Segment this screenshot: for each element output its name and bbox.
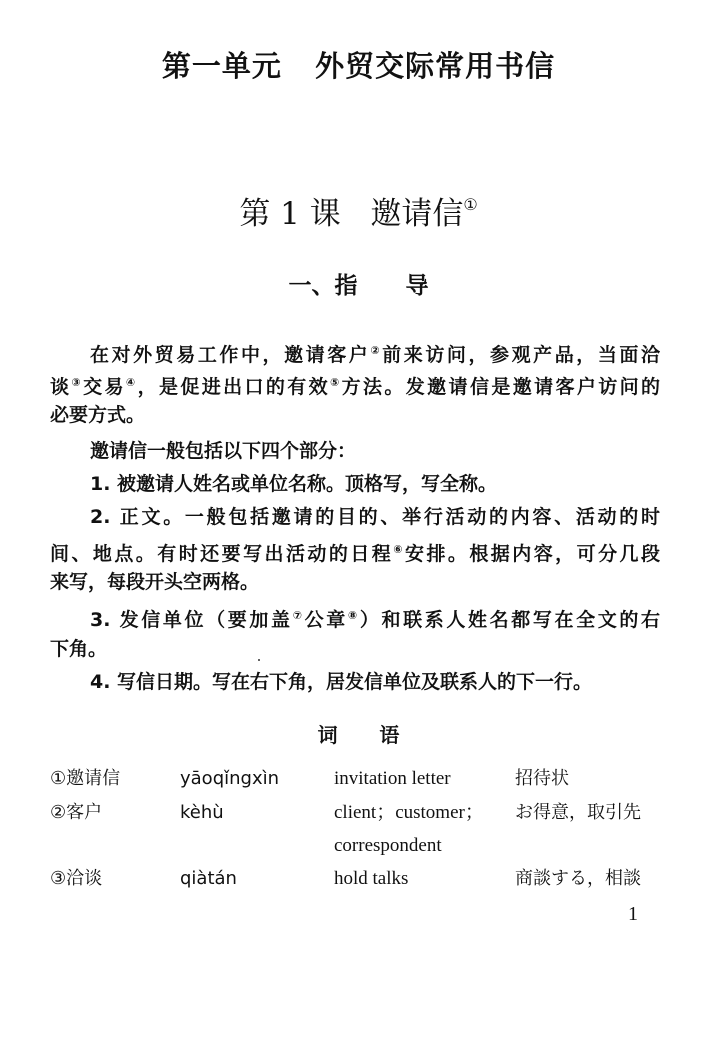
section-title: 一、指 导 bbox=[288, 273, 429, 299]
text-run: 公章 bbox=[304, 609, 348, 631]
vocab-english: invitation letter bbox=[334, 768, 451, 789]
vocab-english: client；customer； bbox=[334, 802, 484, 823]
text-run: 3. 发信单位（要加盖 bbox=[90, 609, 293, 631]
text-run: 间、地点。有时还要写出活动的日程 bbox=[50, 543, 394, 565]
vocab-english: correspondent bbox=[334, 835, 442, 856]
list-item-1: 1. 被邀请人姓名或单位名称。顶格写，写全称。 bbox=[90, 473, 498, 495]
vocab-row bbox=[50, 800, 670, 826]
text-run: 交易 bbox=[83, 376, 126, 398]
intro-line-2 bbox=[50, 371, 660, 399]
vocab-japanese: お得意，取引先 bbox=[515, 802, 641, 823]
intro-paragraph-2: 邀请信一般包括以下四个部分： bbox=[90, 440, 357, 462]
vocab-word: ②客户 bbox=[50, 802, 103, 823]
footnote-ref: ② bbox=[370, 344, 383, 357]
vocab-pinyin: qiàtán bbox=[180, 868, 237, 889]
footnote-ref: ④ bbox=[125, 376, 138, 389]
intro-line-3: 必要方式。 bbox=[50, 404, 146, 426]
footnote-ref: ⑥ bbox=[393, 543, 405, 556]
intro-line-1 bbox=[90, 339, 660, 367]
text-run: 安排。根据内容，可分几段 bbox=[405, 543, 660, 565]
list-item-2-line-3: 来写，每段开头空两格。 bbox=[50, 571, 260, 593]
vocab-row bbox=[50, 866, 670, 892]
footnote-ref: ③ bbox=[71, 376, 84, 389]
text-run: ，是促进出口的有效 bbox=[137, 376, 330, 398]
text-run: 谈 bbox=[50, 376, 72, 398]
list-item-2-line-2 bbox=[50, 538, 660, 566]
vocab-word: ①邀请信 bbox=[50, 768, 121, 789]
vocab-row bbox=[50, 766, 670, 792]
text-run: 方法。发邀请信是邀请客户访问的 bbox=[341, 376, 660, 398]
vocab-pinyin: kèhù bbox=[180, 802, 224, 823]
text-run: ）和联系人姓名都写在全文的右 bbox=[359, 609, 660, 631]
scan-speck bbox=[258, 659, 260, 661]
list-item-3-line-1 bbox=[90, 604, 660, 632]
text-run: 前来访问，参观产品，当面洽 bbox=[382, 344, 660, 366]
vocab-english: hold talks bbox=[334, 868, 409, 889]
list-item-3-line-2: 下角。 bbox=[50, 638, 108, 660]
vocab-pinyin: yāoqǐngxìn bbox=[180, 768, 280, 789]
footnote-ref: ⑧ bbox=[347, 609, 360, 622]
list-item-4: 4. 写信日期。写在右下角，居发信单位及联系人的下一行。 bbox=[90, 671, 593, 693]
vocab-japanese: 商談する，相談 bbox=[515, 868, 641, 889]
list-item-2-line-1: 2. 正文。一般包括邀请的目的、举行活动的内容、活动的时 bbox=[90, 506, 660, 528]
vocab-heading: 词 语 bbox=[317, 723, 400, 747]
vocab-word: ③洽谈 bbox=[50, 868, 103, 889]
text-run: 在对外贸易工作中，邀请客户 bbox=[90, 344, 371, 366]
lesson-note-mark: ① bbox=[463, 195, 478, 214]
footnote-ref: ⑦ bbox=[292, 609, 305, 622]
lesson-title bbox=[0, 188, 717, 233]
vocab-row-continuation bbox=[50, 833, 670, 859]
lesson-title-text: 第 1 课 邀请信 bbox=[239, 196, 464, 232]
vocab-japanese: 招待状 bbox=[515, 768, 569, 789]
page-number: 1 bbox=[628, 903, 638, 925]
footnote-ref: ⑤ bbox=[329, 376, 342, 389]
unit-title: 第一单元 外贸交际常用书信 bbox=[161, 49, 556, 83]
